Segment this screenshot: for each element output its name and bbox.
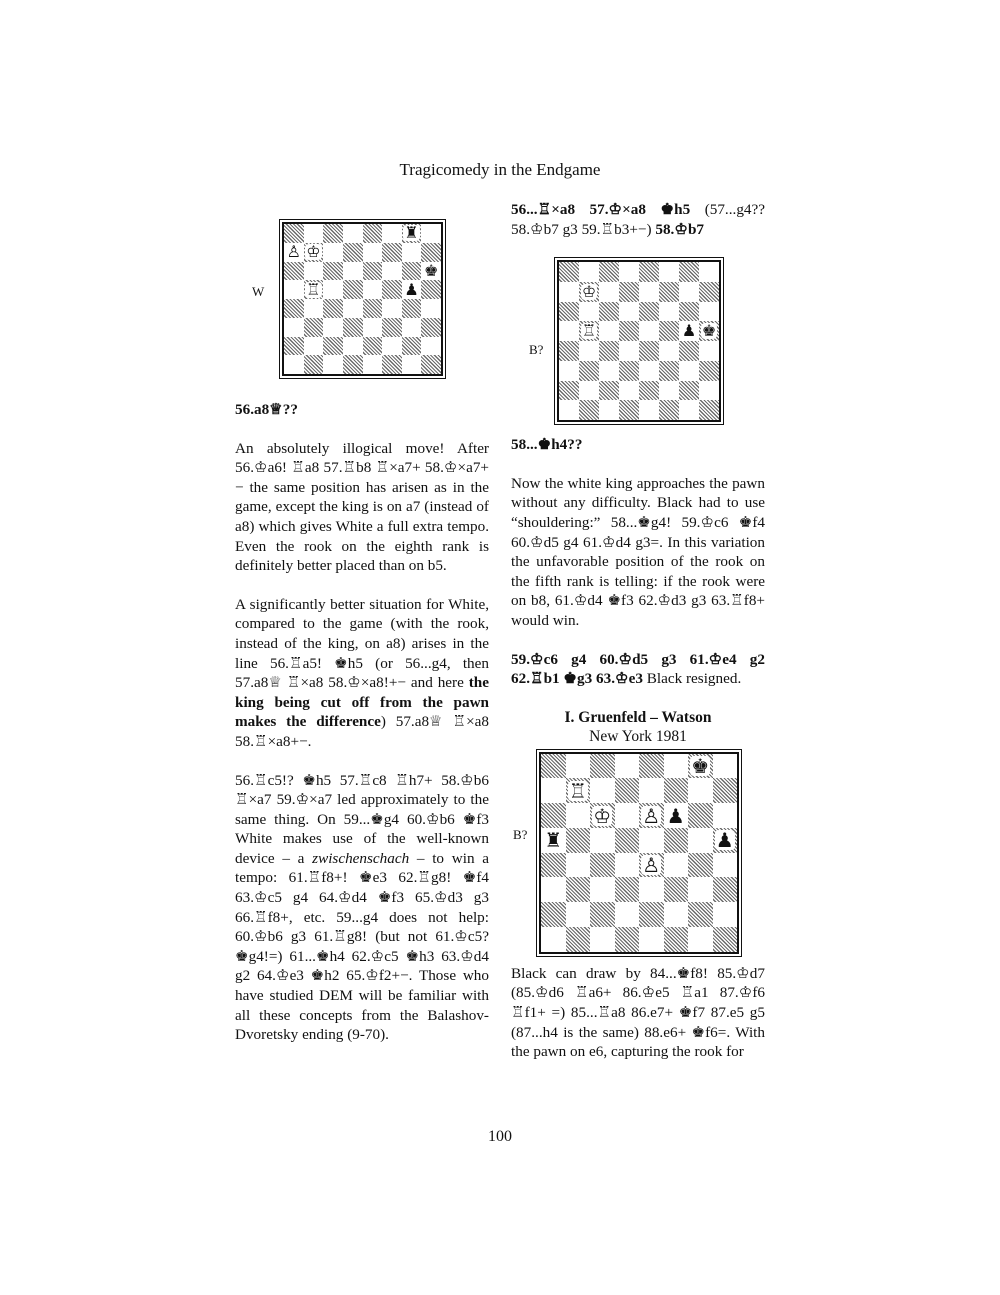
chess-piece-g8: ♚ (691, 754, 710, 779)
square-h1 (699, 400, 719, 420)
move-line: 56.a8♕?? (235, 401, 298, 418)
square-g7 (688, 778, 713, 803)
square-b7 (304, 243, 324, 262)
game-event: New York 1981 (589, 727, 687, 745)
square-f7 (659, 282, 679, 302)
square-h1 (713, 927, 738, 952)
square-h2 (421, 337, 441, 356)
square-f1 (382, 355, 402, 374)
square-h3 (421, 318, 441, 337)
square-d3 (343, 318, 363, 337)
bold-text: the king being cut off from the pawn makes the difference (235, 674, 489, 731)
square-c2 (599, 381, 619, 401)
square-f8 (664, 754, 689, 779)
chess-piece-c6: ♔ (593, 803, 612, 828)
square-f2 (382, 337, 402, 356)
square-a7 (541, 778, 566, 803)
square-d5 (343, 280, 363, 299)
square-h4 (699, 341, 719, 361)
square-c1 (323, 355, 343, 374)
square-f6 (382, 262, 402, 281)
square-a2 (541, 902, 566, 927)
square-b4 (579, 341, 599, 361)
text-span: ) 57.a8♕ ♖×a8 58.♖×a8+−. (235, 713, 489, 750)
chess-piece-g5: ♟ (681, 321, 697, 341)
square-a8 (559, 262, 579, 282)
square-e7 (363, 243, 383, 262)
square-e3 (639, 877, 664, 902)
chess-piece-a5: ♜ (544, 828, 563, 853)
square-f2 (664, 902, 689, 927)
square-b5 (579, 321, 599, 341)
square-f3 (664, 877, 689, 902)
square-d4 (619, 341, 639, 361)
square-d8 (615, 754, 640, 779)
square-c5 (599, 321, 619, 341)
square-b7 (579, 282, 599, 302)
square-f4 (664, 853, 689, 878)
square-g3 (679, 361, 699, 381)
square-g4 (688, 853, 713, 878)
square-h6 (421, 262, 441, 281)
square-d2 (343, 337, 363, 356)
square-e5 (639, 828, 664, 853)
right-column (511, 200, 765, 1081)
square-g5 (688, 828, 713, 853)
square-h5 (421, 280, 441, 299)
square-d5 (615, 828, 640, 853)
square-d7 (619, 282, 639, 302)
square-a7 (559, 282, 579, 302)
square-b2 (304, 337, 324, 356)
square-f7 (664, 778, 689, 803)
square-a2 (559, 381, 579, 401)
square-a4 (541, 853, 566, 878)
square-c8 (323, 224, 343, 243)
square-f3 (382, 318, 402, 337)
square-g5 (402, 280, 422, 299)
square-h2 (699, 381, 719, 401)
square-b6 (566, 803, 591, 828)
square-c4 (590, 853, 615, 878)
square-a4 (284, 299, 304, 318)
chess-piece-a7: ♙ (286, 242, 301, 262)
square-h4 (713, 853, 738, 878)
square-g3 (688, 877, 713, 902)
square-g5 (679, 321, 699, 341)
square-c3 (590, 877, 615, 902)
square-e4 (363, 299, 383, 318)
bold-moves: 56...♖×a8 57.♔×a8 ♚h5 (511, 201, 691, 218)
square-a7 (284, 243, 304, 262)
square-g1 (679, 400, 699, 420)
square-f1 (659, 400, 679, 420)
running-header: Tragicomedy in the Endgame (399, 160, 601, 179)
square-a3 (284, 318, 304, 337)
square-d3 (619, 361, 639, 381)
square-c5 (590, 828, 615, 853)
square-b6 (579, 302, 599, 322)
chess-piece-b7: ♔ (306, 242, 321, 262)
square-b3 (566, 877, 591, 902)
square-g2 (679, 381, 699, 401)
square-c2 (590, 902, 615, 927)
square-b5 (304, 280, 324, 299)
square-e6 (639, 803, 664, 828)
square-h4 (421, 299, 441, 318)
square-e5 (363, 280, 383, 299)
square-a1 (559, 400, 579, 420)
square-f4 (659, 341, 679, 361)
square-d4 (343, 299, 363, 318)
square-e2 (639, 381, 659, 401)
chess-piece-f6: ♟ (666, 803, 685, 828)
square-g6 (688, 803, 713, 828)
chess-piece-g5: ♟ (404, 280, 419, 299)
square-a4 (559, 341, 579, 361)
square-c3 (599, 361, 619, 381)
chess-piece-b5: ♖ (581, 321, 597, 341)
diagram-3-wrap (511, 750, 765, 962)
chess-piece-b5: ♖ (306, 280, 321, 299)
square-c4 (323, 299, 343, 318)
square-g2 (402, 337, 422, 356)
square-d6 (343, 262, 363, 281)
square-g8 (688, 754, 713, 779)
square-e6 (363, 262, 383, 281)
chess-piece-e6: ♙ (642, 803, 661, 828)
paragraph: Black can draw by 84...♚f8! 85.♔d7 (85.♔d6 ♖a6+ 86.♔e5 ♖a1 87.♔f6 ♖f1+ =) 85...♖a8 86.e7+ ♚f7 87.e5 g5 (87...h4 is the same) 88.e6+ ♚f6=. With the pawn on e6, capturing the rook for (511, 964, 765, 1061)
square-g6 (402, 262, 422, 281)
square-a8 (284, 224, 304, 243)
square-c7 (599, 282, 619, 302)
square-d6 (615, 803, 640, 828)
square-f6 (664, 803, 689, 828)
square-h3 (713, 877, 738, 902)
chess-piece-h5: ♚ (701, 321, 717, 341)
square-a6 (559, 302, 579, 322)
square-f7 (382, 243, 402, 262)
square-a3 (559, 361, 579, 381)
square-d7 (615, 778, 640, 803)
square-b2 (566, 902, 591, 927)
square-d2 (615, 902, 640, 927)
side-to-move: B? (529, 342, 544, 358)
square-a5 (541, 828, 566, 853)
square-b8 (579, 262, 599, 282)
square-b1 (566, 927, 591, 952)
text-span: Black resigned. (642, 670, 742, 688)
square-e5 (639, 321, 659, 341)
square-h7 (699, 282, 719, 302)
bold-moves: 59.♔c6 g4 60.♔d5 g3 61.♔e4 g2 62.♖b1 ♚g3 63.♔e3 (511, 650, 765, 688)
square-c6 (323, 262, 343, 281)
square-c1 (599, 400, 619, 420)
square-f5 (382, 280, 402, 299)
square-a1 (284, 355, 304, 374)
square-c8 (590, 754, 615, 779)
paragraph (235, 771, 489, 1045)
square-g8 (679, 262, 699, 282)
diagram-1-wrap (235, 200, 489, 386)
square-b7 (566, 778, 591, 803)
paragraph: Now the white king approaches the pawn without any difficulty. Black had to use “shouldering:” 58...♚g4! 59.♔c6 ♚f4 60.♔d5 g4 61.♔d4 g3=. In this variation the unfavorable position of the rook on the fifth rank is telling: if the rook were on b8, 61.♔d4 ♚f3 62.♔d3 g3 63.♖f8+ would win. (511, 474, 765, 629)
text-span: 56.♖c5!? ♚h5 57.♖c8 ♖h7+ 58.♔b6 ♖×a7 59.♔×a7 led approximately to the same thing. On 59...♚g4 60.♔b6 ♚f3 White makes use of the well-known device – a (235, 771, 489, 867)
square-h3 (699, 361, 719, 381)
square-b8 (566, 754, 591, 779)
square-h7 (713, 778, 738, 803)
game-players: I. Gruenfeld – Watson (564, 708, 712, 726)
square-e1 (363, 355, 383, 374)
square-g7 (402, 243, 422, 262)
text-span: (57...g4?? 58.♔b7 g3 59.♖b3+−) (511, 201, 765, 238)
square-d8 (619, 262, 639, 282)
square-d6 (619, 302, 639, 322)
square-d2 (619, 381, 639, 401)
square-b5 (566, 828, 591, 853)
square-e8 (639, 262, 659, 282)
square-e3 (639, 361, 659, 381)
square-b1 (304, 355, 324, 374)
square-b2 (579, 381, 599, 401)
square-e2 (363, 337, 383, 356)
square-h1 (421, 355, 441, 374)
paragraph: An absolutely illogical move! After 56.♔a6! ♖a8 57.♖b8 ♖×a7+ 58.♔×a7+− the same position has arisen as in the game, except the king is on a7 (instead of a8) which gives White a full extra tempo. Even the rook on the eighth rank is definitely better placed than on b5. (235, 439, 489, 575)
square-d4 (615, 853, 640, 878)
paragraph (235, 595, 489, 752)
text-span: – to win a tempo: 61.♖f8+! ♚e3 62.♖g8! ♚f4 63.♔c5 g4 64.♔d4 ♚f3 65.♔d3 g3 66.♖f8+, etc. 59...g4 does not help: 60.♔b6 g3 61.♖g8! (but not 61.♔c5? ♚g4!=) 61...♚h4 62.♔c5 ♚h3 63.♔d4 g2 64.♔e3 ♚h2 65.♔f2+−. Those who have studied DEM will be familiar with all these concepts from the Balashov-Dvoretsky ending (9-70). (235, 849, 490, 1044)
square-g2 (688, 902, 713, 927)
square-h6 (713, 803, 738, 828)
chess-piece-b7: ♖ (568, 778, 587, 803)
italic-text: zwischenschach (312, 849, 410, 867)
square-f6 (659, 302, 679, 322)
square-h6 (699, 302, 719, 322)
square-c8 (599, 262, 619, 282)
square-g1 (402, 355, 422, 374)
square-g7 (679, 282, 699, 302)
square-h8 (699, 262, 719, 282)
square-f8 (659, 262, 679, 282)
square-g8 (402, 224, 422, 243)
square-g6 (679, 302, 699, 322)
square-f2 (659, 381, 679, 401)
square-c5 (323, 280, 343, 299)
square-e4 (639, 853, 664, 878)
square-b8 (304, 224, 324, 243)
square-e8 (639, 754, 664, 779)
square-b3 (579, 361, 599, 381)
chess-piece-b7: ♔ (581, 281, 597, 301)
square-d5 (619, 321, 639, 341)
square-b1 (579, 400, 599, 420)
paragraph (511, 650, 765, 689)
square-e3 (363, 318, 383, 337)
square-h5 (713, 828, 738, 853)
square-c1 (590, 927, 615, 952)
square-e4 (639, 341, 659, 361)
square-c6 (590, 803, 615, 828)
square-a1 (541, 927, 566, 952)
square-e7 (639, 778, 664, 803)
square-a5 (559, 321, 579, 341)
move-line: 58...♚h4?? (511, 436, 583, 454)
square-d3 (615, 877, 640, 902)
game-caption (511, 708, 765, 746)
square-c3 (323, 318, 343, 337)
square-a6 (284, 262, 304, 281)
side-to-move: B? (513, 826, 528, 842)
chess-board (557, 260, 721, 422)
left-column (235, 200, 489, 1064)
square-f4 (382, 299, 402, 318)
square-e8 (363, 224, 383, 243)
square-h7 (421, 243, 441, 262)
square-a3 (541, 877, 566, 902)
square-a6 (541, 803, 566, 828)
square-f5 (664, 828, 689, 853)
square-d1 (343, 355, 363, 374)
square-e1 (639, 927, 664, 952)
square-c6 (599, 302, 619, 322)
chess-board (282, 222, 443, 376)
square-a8 (541, 754, 566, 779)
square-d7 (343, 243, 363, 262)
chess-piece-h5: ♟ (715, 828, 734, 853)
square-f3 (659, 361, 679, 381)
square-h8 (421, 224, 441, 243)
square-c7 (590, 778, 615, 803)
square-e7 (639, 282, 659, 302)
diagram-2-wrap (511, 245, 765, 423)
square-f5 (659, 321, 679, 341)
square-d1 (619, 400, 639, 420)
square-d8 (343, 224, 363, 243)
square-f8 (382, 224, 402, 243)
chess-board (539, 752, 739, 954)
square-c2 (323, 337, 343, 356)
chess-piece-g8: ♜ (404, 224, 419, 243)
square-c7 (323, 243, 343, 262)
square-b6 (304, 262, 324, 281)
text-span: A significantly better situation for White, compared to the game (with the rook, instead of the king, on a8) arises in the line 56.♖a5! ♚h5 (or 56...g4, then 57.a8♕ ♖×a8 58.♔×a8!+− and here (235, 595, 489, 692)
square-g3 (402, 318, 422, 337)
square-e6 (639, 302, 659, 322)
square-a5 (284, 280, 304, 299)
square-h5 (699, 321, 719, 341)
side-to-move: W (252, 284, 265, 299)
move-line (511, 200, 765, 239)
square-a2 (284, 337, 304, 356)
square-b4 (304, 299, 324, 318)
bold-moves: 58.♔b7 (655, 220, 704, 238)
square-g4 (679, 341, 699, 361)
square-d1 (615, 927, 640, 952)
square-f1 (664, 927, 689, 952)
square-e1 (639, 400, 659, 420)
square-b4 (566, 853, 591, 878)
square-h8 (713, 754, 738, 779)
chess-piece-e4: ♙ (642, 853, 661, 878)
square-e2 (639, 902, 664, 927)
square-g1 (688, 927, 713, 952)
square-g4 (402, 299, 422, 318)
square-h2 (713, 902, 738, 927)
chess-piece-h6: ♚ (424, 261, 439, 280)
square-c4 (599, 341, 619, 361)
square-b3 (304, 318, 324, 337)
page-number: 100 (488, 1128, 512, 1145)
